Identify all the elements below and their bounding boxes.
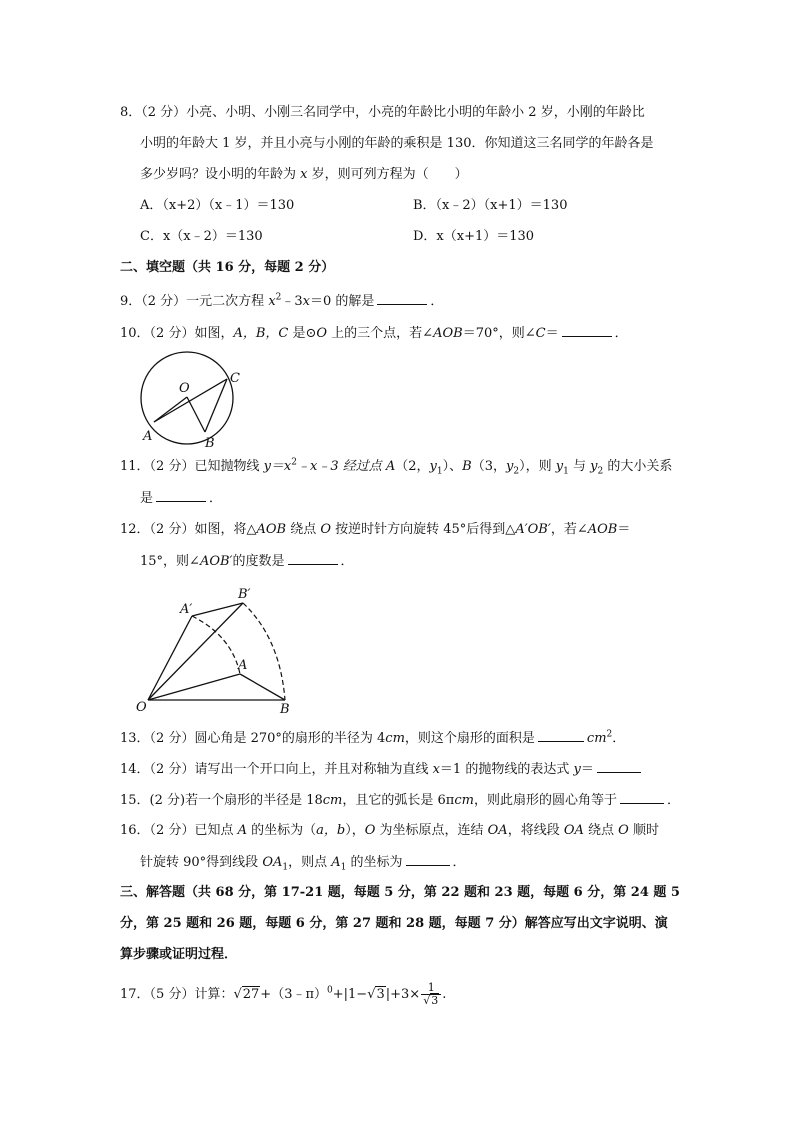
q8-option-a[interactable]: A．（x+2）（x﹣1）＝130: [140, 198, 295, 213]
q8-option-b[interactable]: B．（x﹣2）（x+1）＝130: [413, 198, 568, 213]
fraction-one-over-sqrt-3: $\frac{1}{√3}$: [421, 982, 441, 1007]
q17-text: 17．（5 分）计算：√27+（3﹣π）$^0$+|1−√3|+3× $\frac{1}{√3}$ .: [120, 981, 447, 1007]
label-c: C: [230, 371, 240, 386]
section-3-heading-line1: 三、解答题（共 68 分，第 17-21 题，每题 5 分，第 22 题和 23 题，每题 6 分，第 24 题 5: [120, 885, 680, 900]
q8-line3: 多少岁吗？设小明的年龄为 x 岁，则可列方程为（ ）: [140, 167, 468, 182]
label-a: A: [238, 658, 248, 673]
label-a-prime: A′: [180, 602, 193, 617]
label-o: O: [136, 700, 147, 715]
q8-line2: 小明的年龄大 1 岁，并且小亮与小刚的年龄的乘积是 130．你知道这三名同学的年龄各是: [140, 136, 654, 151]
label-a: A: [143, 429, 153, 444]
q12-line1: 12．（2 分）如图，将△AOB 绕点 O 按逆时针方向旋转 45°后得到△A′OB′，若∠AOB＝: [120, 522, 631, 537]
q11-line1: 11．（2 分）已知抛物线 $y=x^2﹣x﹣3$ 经过点 A（2，$y_1$）、B（3，$y_2$），则 $y_1$ 与 $y_2$ 的大小关系: [120, 457, 673, 477]
section-3-heading-line2: 分，第 25 题和 26 题，每题 6 分，第 27 题和 28 题，每题 7 分）解答应写出文字说明、演: [120, 916, 668, 931]
q9-answer-blank[interactable]: [377, 292, 427, 305]
q12-line2: 15°，则∠AOB′的度数是 ．: [140, 554, 354, 569]
q15-answer-blank[interactable]: [620, 791, 664, 804]
label-b: B: [205, 436, 215, 451]
q8-option-c[interactable]: C．x（x﹣2）＝130: [140, 229, 263, 244]
q11-line2: 是 ．: [140, 491, 223, 506]
q14-text: 14．（2 分）请写出一个开口向上，并且对称轴为直线 x＝1 的抛物线的表达式 y＝: [120, 760, 644, 779]
section-3-heading-line3: 算步骤或证明过程．: [120, 947, 238, 962]
segment-oa: [154, 397, 187, 422]
q8-option-d[interactable]: D．x（x+1）＝130: [413, 229, 535, 244]
segment-ac: [154, 379, 227, 422]
label-b: B: [280, 702, 290, 717]
segment-ab: [240, 674, 285, 700]
q16-line1: 16．（2 分）已知点 A 的坐标为（a，b），O 为坐标原点，连结 OA，将线段 OA 绕点 O 顺时: [120, 823, 659, 838]
q13-text: 13．（2 分）圆心角是 270°的扇形的半径为 4cm，则这个扇形的面积是 $cm^2$．: [120, 729, 626, 746]
segment-oa: [148, 674, 240, 700]
q8-line1: 8．（2 分）小亮、小明、小刚三名同学中，小亮的年龄比小明的年龄小 2 岁，小刚的年龄比: [120, 105, 645, 120]
q14-answer-blank[interactable]: [597, 760, 641, 773]
section-2-heading: 二、填空题（共 16 分，每题 2 分）: [120, 260, 335, 275]
segment-bc: [205, 379, 227, 432]
segment-ob: [187, 397, 205, 432]
q10-text: 10．（2 分）如图，A，B，C 是⊙O 上的三个点，若∠AOB＝70°，则∠C＝ ．: [120, 326, 628, 341]
segment-oa-prime: [148, 616, 192, 700]
q16-line2: 针旋转 90°得到线段 $OA_1$，则点 $A_1$ 的坐标为 ．: [140, 855, 466, 873]
arc-a-to-a-prime: [192, 616, 240, 674]
q10-circle-figure: [130, 348, 250, 452]
segment-a-prime-b-prime: [192, 603, 243, 616]
sqrt-3: √3: [367, 987, 385, 1002]
arc-b-to-b-prime: [243, 603, 285, 700]
q16-answer-blank[interactable]: [406, 853, 450, 866]
q12-answer-blank[interactable]: [288, 552, 338, 565]
q15-text: 15．(2 分)若一个扇形的半径是 18cm，且它的弧长是 6πcm，则此扇形的圆心角等于 ．: [120, 793, 680, 808]
label-b-prime: B′: [238, 587, 251, 602]
sqrt-27: √27: [233, 987, 260, 1002]
q12-rotation-figure: [130, 578, 300, 718]
q9-text: 9．（2 分）一元二次方程 $x^2﹣3x=0$ 的解是 ．: [120, 292, 444, 309]
q13-answer-blank[interactable]: [538, 729, 584, 742]
label-o: O: [179, 381, 190, 396]
q10-answer-blank[interactable]: [562, 324, 612, 337]
q11-answer-blank[interactable]: [156, 489, 206, 502]
